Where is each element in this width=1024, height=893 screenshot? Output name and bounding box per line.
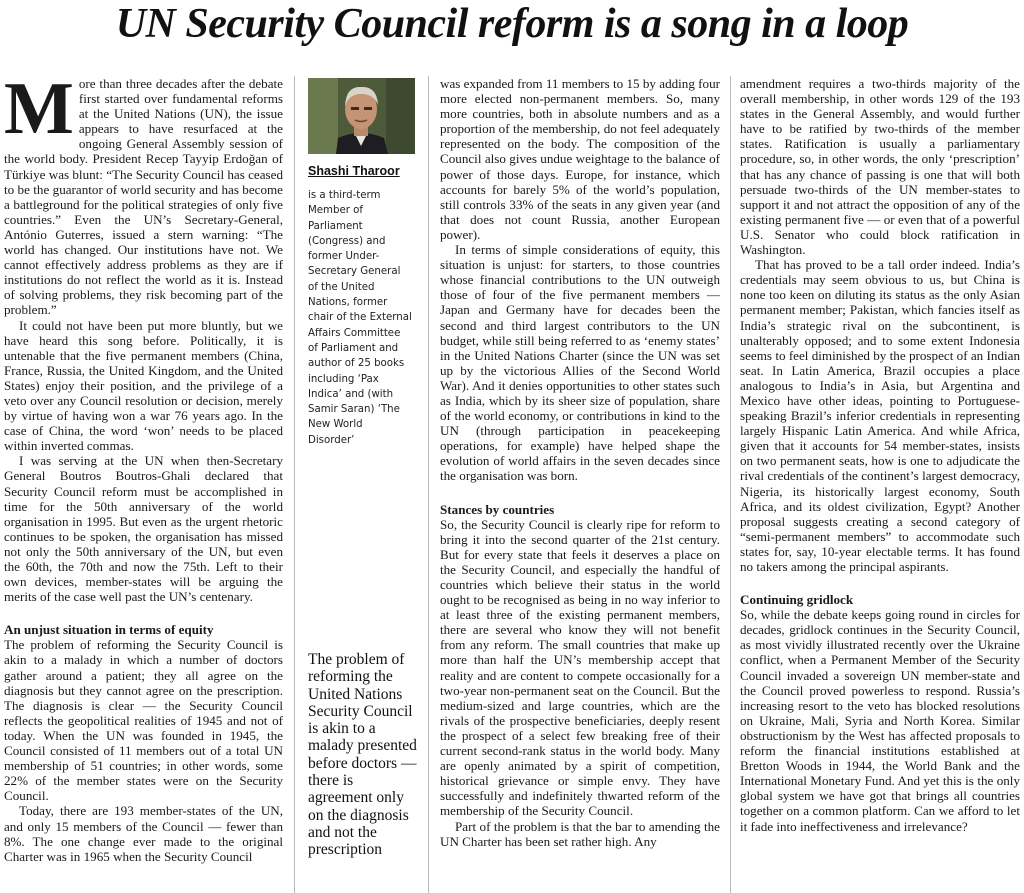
paragraph: So, while the debate keeps going round in circles for decades, gridlock continues in the Security Council, as most vividly illustrated recently over the Ukraine conflict, when a Permanent Member of the Security Council invaded a sovereign UN member-state and the Council proved powerless to respond. Russia’s increasing resort to the veto has blocked resolutions on Ukraine, Mali, Syria and North Korea. Similar obstructionism by the West has affected proposals to reform the financial institutions established at Bretton Woods in 1944, the World Bank and the International Monetary Fund. And yet this is the only global system we have got that brings all countries together on a common platform. Can we afford to let it fade into ineffectiveness and irrelevance? bbox=[740, 607, 1020, 834]
author-name: Shashi Tharoor bbox=[308, 164, 400, 178]
article-column-3 bbox=[440, 76, 720, 893]
author-portrait-image bbox=[308, 78, 415, 154]
author-sidebar bbox=[308, 76, 418, 893]
headline: UN Security Council reform is a song in a loop bbox=[115, 1, 909, 47]
paragraph: amendment requires a two-thirds majority of the overall membership, in other words 129 of the 193 states in the General Assembly, and would further have to be ratified by two-thirds of the member states. Ratification is usually a parliamentary procedure, so, in other words, the only ‘prescription’ that has any chance of passing is one that will both persuade two-thirds of the UN member-states to support it and not attract the opposition of any of the existing permanent five — or even that of a powerful U.S. Senator who could block ratification in Washington. bbox=[740, 76, 1020, 258]
subheading: Continuing gridlock bbox=[740, 592, 854, 608]
paragraph: was expanded from 11 members to 15 by adding four more elected non-permanent members. So, many more countries, both in absolute numbers and as a proportion of the membership, do not feel adequately represented on the body. The composition of the Council also gives undue weightage to the balance of power of those days. Europe, for instance, which accounts for barely 5% of the world’s population, still controls 33% of the seats in any given year (and that does not count Russia, another European power). bbox=[440, 76, 720, 242]
paragraph: In terms of simple considerations of equity, this situation is unjust: for starters, to those countries whose financial contributions to the UN outweigh those of four of the five permanent members — Japan and Germany have for decades been the second and third largest contributors to the UN budget, while still being referred to as ‘enemy states’ in the United Nations Charter (since the UN was set up by the victorious Allies of the Second World War). And it denies opportunities to other states such as India, which by its sheer size of population, share of the world economy, or contributions in kind to the UN (through participation in peacekeeping operations, for example) have helped shape the evolution of world affairs in the seven decades since the organisation was born. bbox=[440, 242, 720, 484]
paragraph: More than three decades after the debate first started over fundamental reforms at the United Nations (UN), the issue appears to have resurfaced at the ongoing General Assembly session of the world body. President Recep Tayyip Erdoğan of Türkiye was blunt: “The Security Council has ceased to be the guarantor of world security and has become a battleground for the political strategies of only five countries.” Even the UN’s Secretary-General, António Guterres, issued a stern warning: “The world has changed. Our institutions have not. We cannot effectively address problems as they are if institutions do not reflect the world as it is. Instead of solving problems, they risk becoming part of the problem.” bbox=[4, 76, 283, 318]
paragraph: The problem of reforming the Security Council is akin to a malady in which a number of doctors gather around a patient; they all agree on the diagnosis but they cannot agree on the prescription. The diagnosis is clear — the Security Council reflects the geopolitical realities of 1945 and not of today. When the UN was founded in 1945, the Council consisted of 11 members out of a total UN membership of 51 countries; in other words, some 22% of the member states were on the Security Council. bbox=[4, 637, 283, 804]
author-photo bbox=[308, 78, 415, 154]
column-divider bbox=[730, 76, 731, 893]
paragraph: It could not have been put more bluntly, but we have heard this song before. Politically, it is untenable that the five permanent members (China, France, Russia, the United Kingdom, and the United States) enjoy their position, and the privilege of a veto over any Council resolution or decision, merely by virtue of having won a war 76 years ago. In the case of China, the word ‘won’ needs to be placed within inverted commas. bbox=[4, 317, 283, 454]
subheading: An unjust situation in terms of equity bbox=[4, 622, 214, 638]
article-column-4 bbox=[740, 76, 1020, 893]
paragraph: So, the Security Council is clearly ripe for reform to bring it into the second quarter of the 21st century. But for every state that feels it deserves a place on the Security Council, and especially the handful of countries which believe their status in the world ought to be recognised as being in no way inferior to at least three of the existing permanent members, there are several who know they will not benefit from any reform. The small countries that make up more than half the UN’s membership accept that reality and are content to compete occasionally for a two-year non-permanent seat on the Council. But the medium-sized and large countries, which are the rivals of the prospective beneficiaries, deeply resent the prospect of a select few breaking free of their current second-rank status in the world body. Many are openly animated by a spirit of competition, historical grievance or simple envy. They have successfully and indefinitely thwarted reform of the membership of the Security Council. bbox=[440, 516, 720, 819]
paragraph: I was serving at the UN when then-Secretary General Boutros Boutros-Ghali declared that Security Council reform must be accomplished in time for the 50th anniversary of the world organisation in 1995. But even as the urgent rhetoric continues to be spoken, the organisation has missed not only the 50th anniversary of the UN, but even the 60th, the 70th and now the 75th. Left to their own devices, member-states will be arguing the merits of the case well past the UN’s centenary. bbox=[4, 453, 283, 605]
column-divider bbox=[294, 76, 295, 893]
author-bio: is a third-term Member of Parliament (Congress) and former Under-Secretary General of the United Nations, former chair of the External Affairs Committee of Parliament and author of 25 books including ‘Pax Indica’ and (with Samir Saran) ‘The New World Disorder’ bbox=[308, 190, 412, 446]
pull-quote: The problem of reforming the United Nations Security Council is akin to a malady presented before doctors — there is agreement only on the diagnosis and not the prescription bbox=[308, 651, 417, 859]
column-divider bbox=[428, 76, 429, 893]
article-column-1 bbox=[4, 76, 283, 893]
paragraph: Today, there are 193 member-states of the UN, and only 15 members of the Council — fewer than 8%. The one change ever made to the original Charter was in 1965 when the Security Council bbox=[4, 803, 283, 864]
paragraph: Part of the problem is that the bar to amending the UN Charter has been set rather high. Any bbox=[440, 818, 720, 849]
subheading: Stances by countries bbox=[440, 501, 555, 517]
paragraph: That has proved to be a tall order indeed. India’s credentials may seem obvious to us, but China is none too keen on diluting its status as the only Asian permanent member; Pakistan, which fancies itself as India’s strategic rival on the subcontinent, is unalterably opposed; and to some extent Indonesia seems to feel diminished by the prospect of an Indian seat. In Latin America, Brazil occupies a place analogous to India’s in Asia, but Argentina and Mexico have other ideas, pointing to Portuguese-speaking Brazil’s inferior credentials in representing largely Hispanic Latin America. And while Africa, given that it accounts for 54 member-states, insists on two permanent seats, how is one to adjudicate the rival credentials of the continent’s largest democracy, Nigeria, its historically largest economy, South Africa, and its oldest civilization, Egypt? Another proposal suggests creating a second category of “semi-permanent members” to accommodate such states for, say, 10-year electable terms. It has found no takers among the principal aspirants. bbox=[740, 257, 1020, 574]
